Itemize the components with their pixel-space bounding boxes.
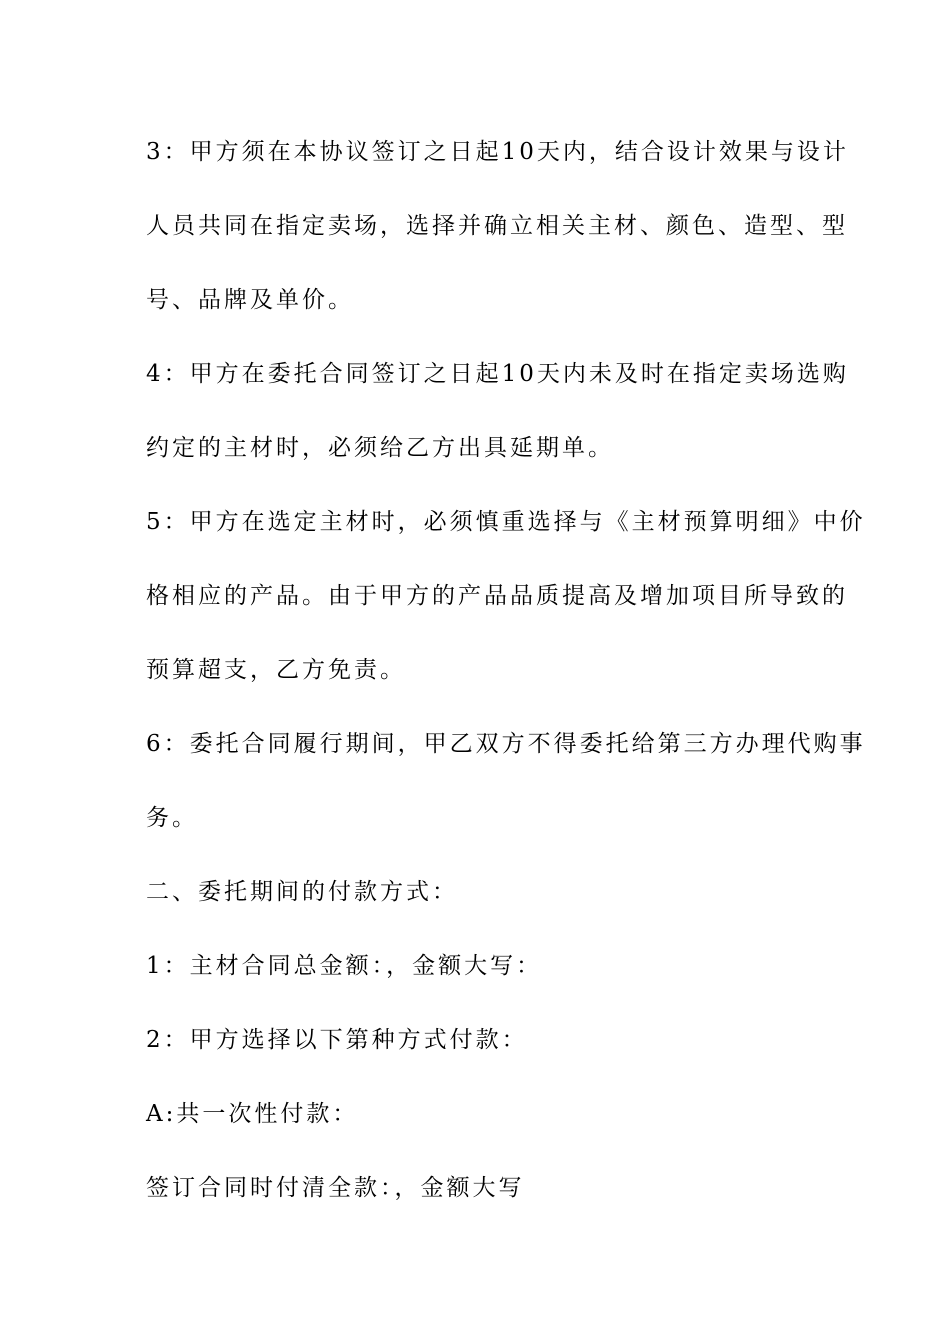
clause-3-line-1: 3：甲方须在本协议签订之日起10天内，结合设计效果与设计 (146, 139, 849, 165)
clause-3-line-2: 人员共同在指定卖场，选择并确立相关主材、颜色、造型、型 (146, 213, 848, 239)
clause-4-line-1: 4：甲方在委托合同签订之日起10天内未及时在指定卖场选购 (146, 361, 849, 387)
payment-option-a-detail: 签订合同时付清全款：，金额大写 (146, 1175, 525, 1201)
section-heading: 二、委托期间的付款方式： (146, 879, 458, 905)
clause-6-line-2: 务。 (146, 805, 198, 831)
clause-4-line-2: 约定的主材时，必须给乙方出具延期单。 (146, 435, 614, 461)
payment-item-1: 1：主材合同总金额：，金额大写： (146, 953, 543, 979)
clause-5-line-3: 预算超支，乙方免责。 (146, 657, 406, 683)
payment-item-2: 2：甲方选择以下第种方式付款： (146, 1027, 528, 1053)
clause-5-line-1: 5：甲方在选定主材时，必须慎重选择与《主材预算明细》中价 (146, 509, 866, 535)
payment-option-a: A:共一次性付款： (146, 1101, 359, 1127)
clause-5-line-2: 格相应的产品。由于甲方的产品品质提高及增加项目所导致的 (146, 583, 848, 609)
clause-3-line-3: 号、品牌及单价。 (146, 287, 354, 313)
clause-6-line-1: 6：委托合同履行期间，甲乙双方不得委托给第三方办理代购事 (146, 731, 866, 757)
